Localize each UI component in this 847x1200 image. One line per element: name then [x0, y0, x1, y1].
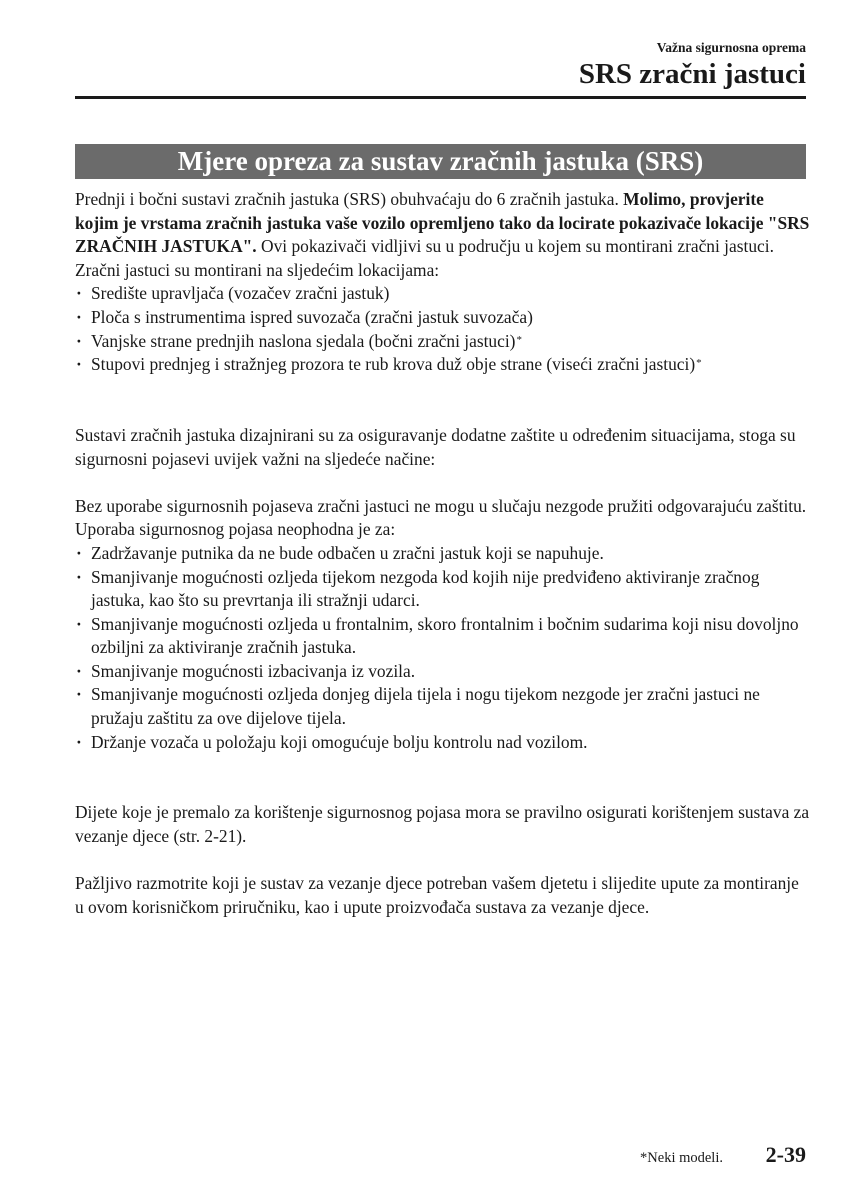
intro-text-2: Ovi pokazivači vidljivi su u području u kojem su montirani zračni jastuci. [256, 236, 774, 257]
footnote-mark: * [516, 333, 522, 346]
header-rule [75, 96, 806, 99]
child-paragraph: Dijete koje je premalo za korištenje sigurnosnog pojasa mora se pravilno osigurati korištenjem sustava za vezanje djece (str. 2-21). [75, 802, 810, 847]
locations-intro: Zračni jastuci su montirani na sljedećim lokacijama: [75, 259, 440, 280]
list-item: · Stupovi prednjeg i stražnjeg prozora te rub krova duž obje strane (viseći zračni jastuci)* [75, 353, 810, 377]
topic-banner: Mjere opreza za sustav zračnih jastuka (SRS) [75, 144, 806, 179]
locations-list [75, 282, 810, 376]
list-item: · Držanje vozača u položaju koji omogućuje bolju kontrolu nad vozilom. [75, 731, 810, 755]
without-belt-paragraph: Bez uporabe sigurnosnih pojaseva zračni jastuci ne mogu u slučaju nezgode pružiti odgovarajuću zaštitu. Uporaba sigurnosnog pojasa neophodna je za: [75, 495, 807, 540]
list-item: · Ploča s instrumentima ispred suvozača (zračni jastuk suvozača) [75, 306, 810, 330]
page-number: 2-39 [765, 1142, 806, 1167]
body-text [75, 188, 810, 919]
intro-bold-text: Molimo, provjerite kojim je vrstama zračnih jastuka vaše vozilo opremljeno tako da locirate pokazivače lokacije "SRS ZRAČNIH JASTUKA". [75, 189, 810, 257]
section-heading: Važna sigurnosna oprema [656, 40, 806, 55]
list-item: · Središte upravljača (vozačev zračni jastuk) [75, 282, 810, 306]
list-item: · Zadržavanje putnika da ne bude odbačen u zračni jastuk koji se napuhuje. [75, 542, 810, 566]
intro-text-1: Prednji i bočni sustavi zračnih jastuka (SRS) obuhvaćaju do 6 zračnih jastuka. [75, 189, 624, 209]
designed-paragraph: Sustavi zračnih jastuka dizajnirani su za osiguravanje dodatne zaštite u određenim situacijama, stoga su sigurnosni pojasevi uvijek važni na sljedeće načine: [75, 424, 796, 469]
belt-uses-list [75, 542, 810, 754]
list-item: · Smanjivanje mogućnosti ozljeda u frontalnim, skoro frontalnim i bočnim sudarima koji nisu dovoljno ozbiljni za aktiviranje zračnih jastuka. [75, 613, 810, 660]
footnote-mark: * [696, 357, 702, 370]
list-item: · Vanjske strane prednjih naslona sjedala (bočni zračni jastuci)* [75, 330, 810, 354]
list-item: · Smanjivanje mogućnosti izbacivanja iz vozila. [75, 660, 810, 684]
careful-paragraph: Pažljivo razmotrite koji je sustav za vezanje djece potreban vašem djetetu i slijedite upute za montiranje u ovom korisničkom priručniku, kao i upute proizvođača sustava za vezanje djece. [75, 873, 799, 917]
footnote: *Neki modeli. [640, 1150, 723, 1166]
list-item: · Smanjivanje mogućnosti ozljeda tijekom nezgoda kod kojih nije predviđeno aktiviranje zračnog jastuka, kao što su prevrtanja ili stražnji udarci. [75, 566, 810, 613]
intro-paragraph [75, 188, 810, 259]
page-title: SRS zračni jastuci [578, 58, 806, 90]
list-item: · Smanjivanje mogućnosti ozljeda donjeg dijela tijela i nogu tijekom nezgode jer zračni jastuci ne pružaju zaštitu za ove dijelove tijela. [75, 683, 810, 730]
